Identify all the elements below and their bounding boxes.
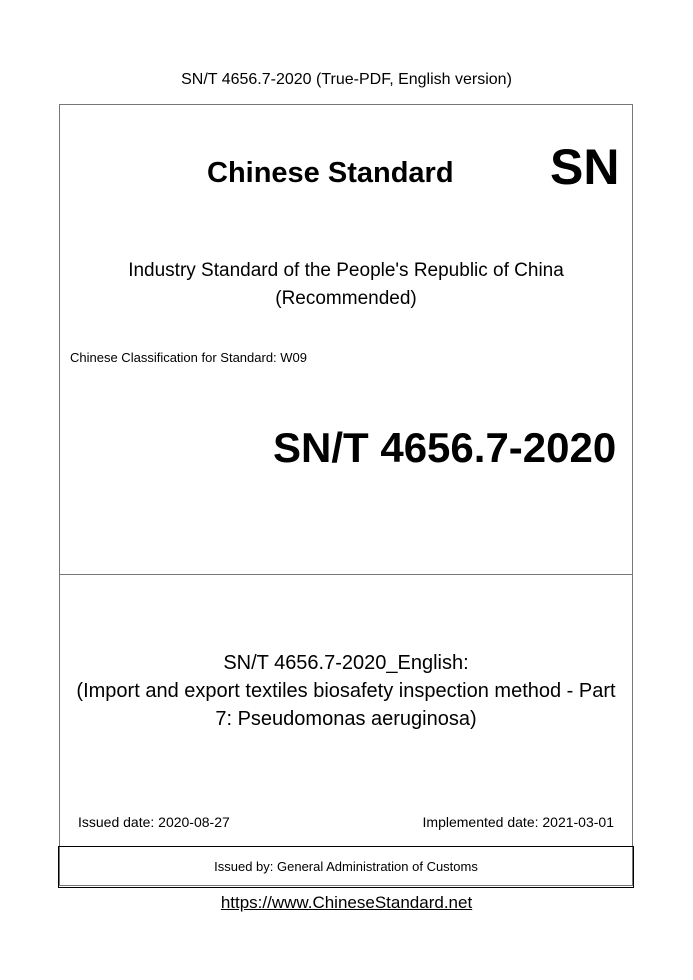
issuer-text: Issued by: General Administration of Customs xyxy=(214,859,478,874)
industry-line: Industry Standard of the People's Republic of China xyxy=(128,260,564,281)
document-title xyxy=(59,649,633,733)
footer xyxy=(0,893,693,913)
recommended-line: (Recommended) xyxy=(275,288,417,309)
brand-title: Chinese Standard xyxy=(207,157,454,189)
issued-date: Issued date: 2020-08-27 xyxy=(78,814,230,830)
classification-text: Chinese Classification for Standard: W09 xyxy=(70,350,308,365)
title-line: 7: Pseudomonas aeruginosa) xyxy=(215,708,477,730)
cover-frame xyxy=(59,104,633,886)
standard-number: SN/T 4656.7-2020 xyxy=(273,424,617,471)
page-header: SN/T 4656.7-2020 (True-PDF, English version) xyxy=(181,71,512,88)
issuer-box xyxy=(58,846,634,888)
implemented-date: Implemented date: 2021-03-01 xyxy=(422,814,614,830)
sn-logo: SN xyxy=(550,139,620,195)
title-line: SN/T 4656.7-2020_English: xyxy=(223,652,469,674)
website-link[interactable]: https://www.ChineseStandard.net xyxy=(220,893,473,912)
title-line: (Import and export textiles biosafety inspection method - Part xyxy=(76,680,616,702)
industry-standard-heading xyxy=(59,257,633,313)
cover-divider xyxy=(59,574,633,575)
